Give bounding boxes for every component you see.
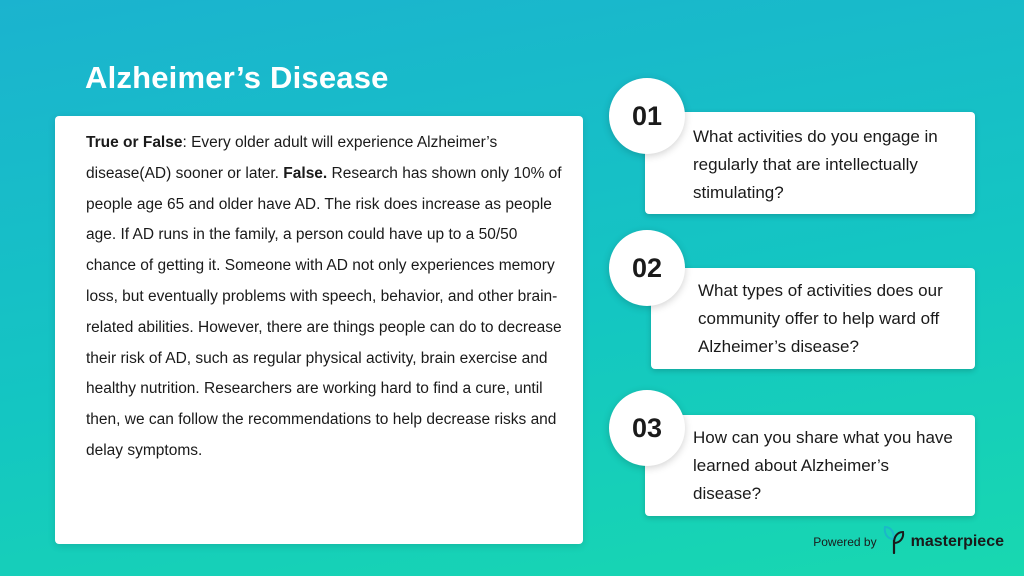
sprout-logo-icon bbox=[883, 524, 905, 559]
question-number-2: 02 bbox=[609, 230, 685, 306]
lead-text: : Every older adult will experience Alzheimer’s disease(AD) sooner or later. bbox=[86, 134, 498, 182]
brand-name: masterpiece bbox=[910, 532, 1004, 550]
powered-by-label: Powered by bbox=[813, 534, 877, 549]
lead-bold: True or False bbox=[86, 134, 183, 151]
body-text: Research has shown only 10% of people age 65 and older have AD. The risk does increase as people age. If AD runs in the family, a person could have up to a 50/50 chance of getting it. Someone with AD not only experiences memory loss, but eventually problems with speech, behavior, and other brain-related abilities. However, there are things people can do to decrease their risk of AD, such as regular physical activity, brain exercise and healthy nutrition. Researchers are working hard to find a cure, until then, we can follow the recommendations to help decrease risks and delay symptoms. bbox=[86, 164, 562, 459]
info-card bbox=[55, 116, 583, 544]
question-text-1: What activities do you engage in regularly that are intellectually stimulating? bbox=[693, 127, 938, 202]
answer-bold: False. bbox=[283, 164, 328, 182]
question-text-2: What types of activities does our community offer to help ward off Alzheimer’s disease? bbox=[698, 281, 943, 356]
slide-title: Alzheimer’s Disease bbox=[85, 60, 389, 95]
question-number-1: 01 bbox=[609, 78, 685, 154]
info-text bbox=[86, 128, 563, 467]
question-number-3: 03 bbox=[609, 390, 685, 466]
powered-by-badge bbox=[813, 524, 1004, 559]
question-text-3: How can you share what you have learned about Alzheimer’s disease? bbox=[693, 428, 953, 503]
